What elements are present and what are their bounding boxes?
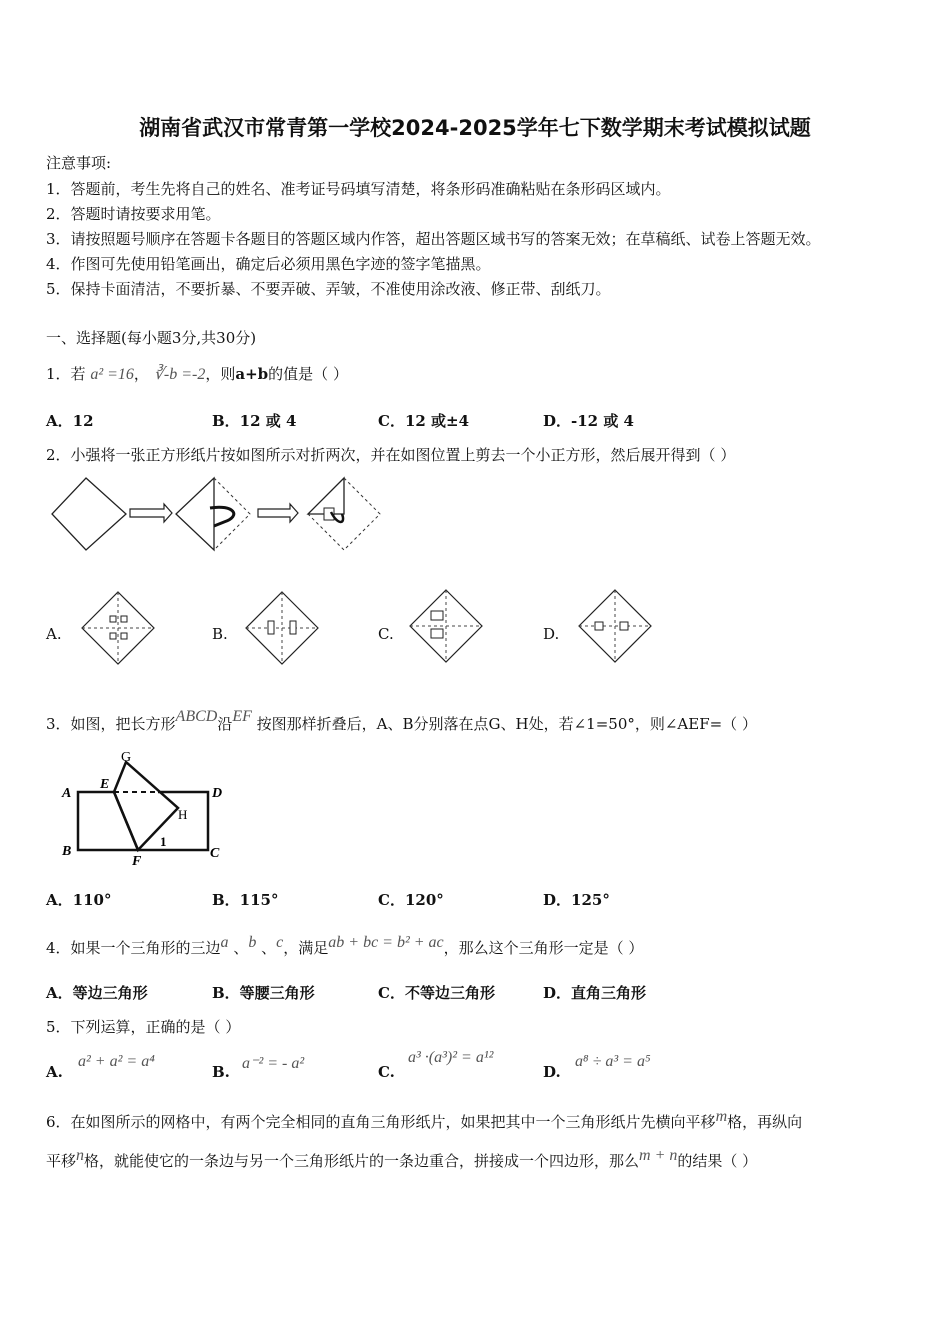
q1-sep: ， [133,365,149,383]
q3-expr2: EF [232,708,252,725]
q4-prefix: 4．如果一个三角形的三边 [46,939,221,957]
q1-prefix: 1．若 [46,365,86,383]
q2-option-d[interactable]: D. [543,625,560,643]
notice-item: 2．答题时请按要求用笔。 [46,205,221,223]
q2-square-shape [52,478,126,550]
question-3 [46,708,757,734]
q1-option-c[interactable]: C．12 或±4 [378,412,470,430]
q3-option-c[interactable]: C．120° [378,891,444,909]
q3-option-b[interactable]: B．115° [212,891,279,909]
notice-item: 5．保持卡面清洁，不要折暴、不要弄破、弄皱，不准使用涂改液、修正带、刮纸刀。 [46,280,611,298]
q2-fold-shape-2 [308,478,380,550]
q2-option-a[interactable]: A. [46,625,62,643]
q4-option-c[interactable]: C．不等边三角形 [378,984,495,1002]
q3-label: C [210,846,220,861]
q2-fold-shape-1 [176,478,250,550]
q5-expr-b: a⁻² = - a² [242,1055,305,1072]
q1-option-d[interactable]: D．-12 或 4 [543,412,634,430]
q1-expr1: a² =16 [90,366,134,383]
q4-a: a [220,934,229,951]
q3-label: D [212,786,223,801]
q3-option-a[interactable]: A．110° [46,891,112,909]
q6-mn: m + n [639,1147,678,1164]
section-heading: 一、选择题(每小题3分,共30分) [46,329,257,347]
question-6-line-2 [46,1147,757,1171]
question-5: 5．下列运算，正确的是（ ） [46,1018,241,1036]
q5-option-c[interactable]: C. [378,1063,395,1081]
q4-sep1: 、 [233,939,249,957]
q3-label: B [62,844,72,859]
q3-option-d[interactable]: D．125° [543,891,610,909]
q3-mid: 沿 [217,715,233,733]
notice-item: 4．作图可先使用铅笔画出，确定后必须用黑色字迹的签字笔描黑。 [46,255,491,273]
q6-text: 格，就能使它的一条边与另一个三角形纸片的一条边重合，拼接成一个四边形，那么 [84,1152,640,1170]
question-1 [46,363,348,384]
q3-prefix: 3．如图，把长方形 [46,715,176,733]
q6-text: 平移 [46,1152,77,1170]
q4-mid: ，满足 [283,939,329,957]
q3-expr1: ABCD [175,708,218,725]
q2-option-c-figure[interactable] [406,588,486,664]
q2-option-a-figure[interactable] [78,590,158,666]
q1-expr2: ∛-b =-2 [153,366,206,383]
q5-option-d[interactable]: D. [543,1063,561,1081]
q5-expr-d: a⁸ ÷ a³ = a⁵ [575,1053,651,1070]
q5-option-b[interactable]: B. [212,1063,230,1081]
q3-rest: 按图那样折叠后，A、B分别落在点G、H处，若∠1=50°，则∠AEF=（ ） [256,715,757,733]
q1-tail: 的值是（ ） [268,365,348,383]
q4-c: c [276,934,284,951]
q2-option-c[interactable]: C. [378,625,394,643]
q1-bold: a+b [235,365,269,383]
q3-label: H [178,807,188,822]
q4-b: b [248,934,257,951]
q2-arrow-shape-1 [130,504,172,522]
notice-item: 3．请按照题号顺序在答题卡各题目的答题区域内作答，超出答题区域书写的答案无效；在草稿纸、试卷上答题无效。 [46,230,821,248]
q3-label: F [132,854,142,868]
q4-option-a[interactable]: A．等边三角形 [46,984,148,1002]
q1-option-a[interactable]: A．12 [46,412,94,430]
q4-tail: ，那么这个三角形一定是（ ） [443,939,644,957]
q6-text: 的结果（ ） [677,1152,758,1170]
q4-option-d[interactable]: D．直角三角形 [543,984,647,1002]
q3-label: G [121,750,132,765]
q3-label: A [62,786,72,801]
q6-n: n [76,1147,85,1164]
q6-text: 6．在如图所示的网格中，有两个完全相同的直角三角形纸片，如果把其中一个三角形纸片先横向平移 [46,1113,716,1131]
q5-expr-a: a² + a² = a⁴ [78,1053,155,1070]
q5-option-a[interactable]: A. [46,1063,63,1081]
notice-item: 1．答题前，考生先将自己的姓名、准考证号码填写清楚，将条形码准确粘贴在条形码区域内。 [46,180,671,198]
q1-suffix: ，则 [205,365,236,383]
q1-option-b[interactable]: B．12 或 4 [212,412,297,430]
q4-sep2: 、 [261,939,277,957]
q3-rectangle-figure [58,748,234,868]
q4-expr: ab + bc = b² + ac [328,934,444,951]
notice-heading: 注意事项: [46,154,112,172]
question-6-line-1 [46,1108,802,1132]
q2-fold-diagram [46,476,391,556]
q4-option-b[interactable]: B．等腰三角形 [212,984,315,1002]
q6-m: m [715,1108,728,1125]
page-title: 湖南省武汉市常青第一学校2024-2025学年七下数学期末考试模拟试题 [139,116,811,140]
q2-option-b-figure[interactable] [242,590,322,666]
q3-label: E [100,777,110,792]
q2-arrow-shape-2 [258,504,298,522]
q6-text: 格，再纵向 [727,1113,803,1131]
question-4 [46,934,643,958]
question-2: 2．小强将一张正方形纸片按如图所示对折两次，并在如图位置上剪去一个小正方形，然后展开得到（ ） [46,446,736,464]
q3-label: 1 [160,834,167,849]
q5-expr-c: a³ ·(a³)² = a¹² [408,1049,494,1066]
q2-option-d-figure[interactable] [575,588,655,664]
q2-option-b[interactable]: B. [212,625,228,643]
